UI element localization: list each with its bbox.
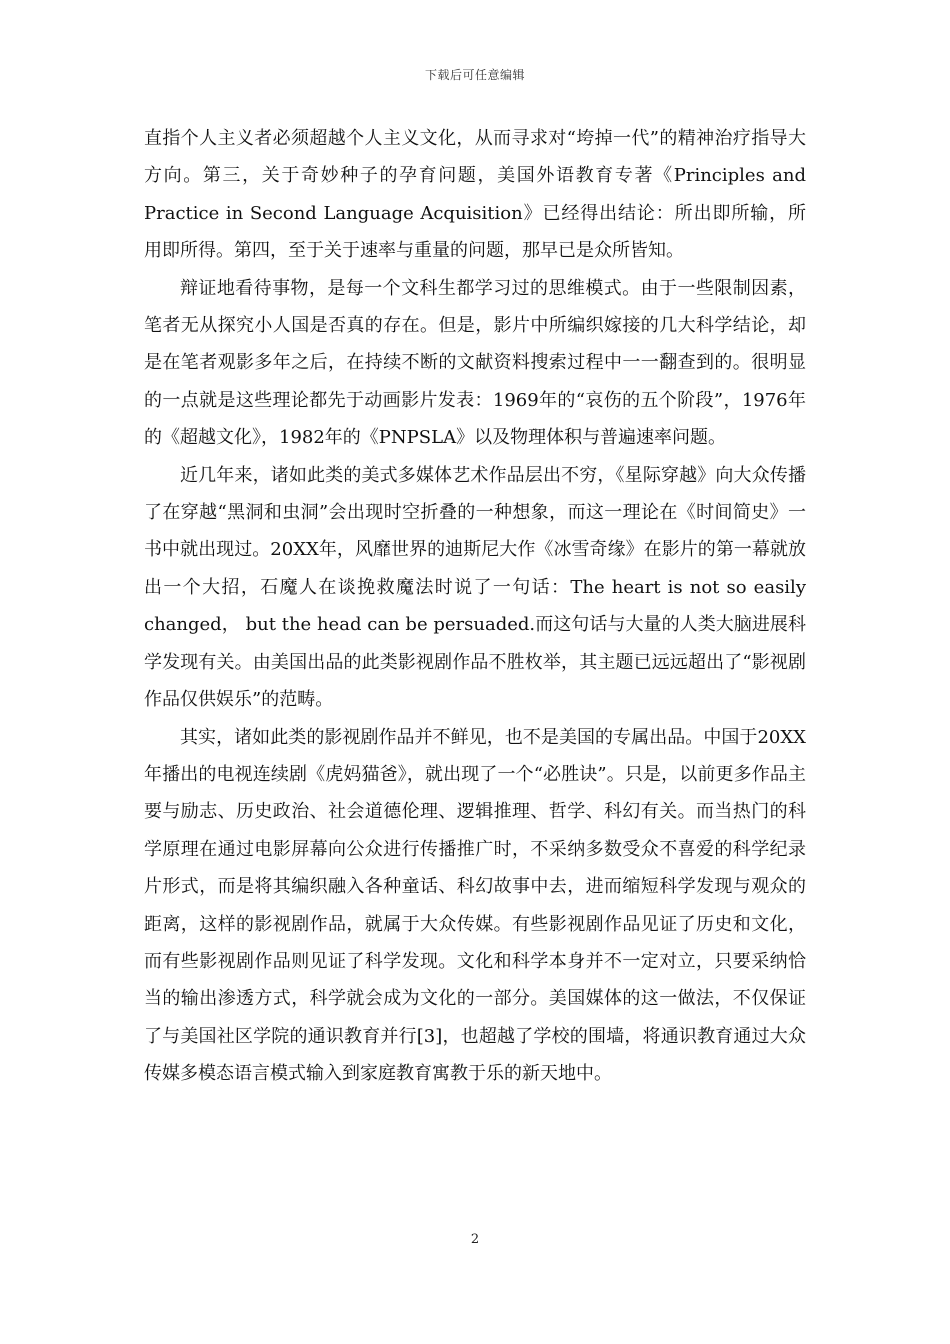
page-header: 下载后可任意编辑 — [424, 68, 525, 82]
paragraph-2: 辩证地看待事物，是每一个文科生都学习过的思维模式。由于一些限制因素，笔者无从探究小人国是否真的存在。但是，影片中所编织嫁接的几大科学结论，却是在笔者观影多年之后，在持续不断的文献资料搜索过程中一一翻查到的。很明显的一点就是这些理论都先于动画影片发表：1969年的“哀伤的五个阶段”，1976年的《超越文化》，1982年的《PNPSLA》以及物理体积与普遍速率问题。 — [144, 277, 806, 449]
paragraph-1: 直指个人主义者必须超越个人主义文化，从而寻求对“垮掉一代”的精神治疗指导大方向。第三，关于奇妙种子的孕育问题，美国外语教育专著《Principles and Practice in Second Language Acquisition》已经得出结论：所出即所输，所用即所得。第四，至于关于速率与重量的问题，那早已是众所皆知。 — [144, 128, 806, 262]
body-text — [144, 120, 806, 1093]
page-number: 2 — [470, 1232, 480, 1247]
paragraph-3: 近几年来，诸如此类的美式多媒体艺术作品层出不穷，《星际穿越》向大众传播了在穿越“黑洞和虫洞”会出现时空折叠的一种想象，而这一理论在《时间简史》一书中就出现过。20XX年，风靡世界的迪斯尼大作《冰雪奇缘》在影片的第一幕就放出一个大招，石魔人在谈挽救魔法时说了一句话：The heart is not so easily changed， but the head can be persuaded.而这句话与大量的人类大脑进展科学发现有关。由美国出品的此类影视剧作品不胜枚举，其主题已远远超出了“影视剧作品仅供娱乐”的范畴。 — [144, 464, 806, 711]
paragraph-4: 其实，诸如此类的影视剧作品并不鲜见，也不是美国的专属出品。中国于20XX年播出的电视连续剧《虎妈猫爸》，就出现了一个“必胜诀”。只是，以前更多作品主要与励志、历史政治、社会道德伦理、逻辑推理、哲学、科幻有关。而当热门的科学原理在通过电影屏幕向公众进行传播推广时，不采纳多数受众不喜爱的科学纪录片形式，而是将其编织融入各种童话、科幻故事中去，进而缩短科学发现与观众的距离，这样的影视剧作品，就属于大众传媒。有些影视剧作品见证了历史和文化，而有些影视剧作品则见证了科学发现。文化和科学本身并不一定对立，只要采纳恰当的输出渗透方式，科学就会成为文化的一部分。美国媒体的这一做法，不仅保证了与美国社区学院的通识教育并行[3]，也超越了学校的围墙，将通识教育通过大众传媒多模态语言模式输入到家庭教育寓教于乐的新天地中。 — [144, 726, 806, 1085]
